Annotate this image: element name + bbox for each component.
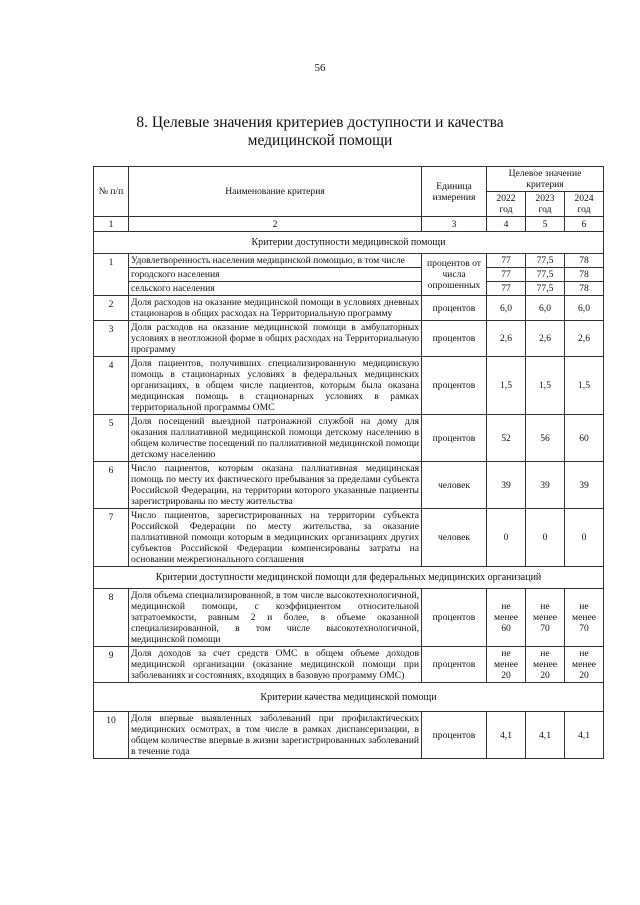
value-2023: не менее 20 (526, 647, 565, 683)
unit-cell: процентов (422, 296, 487, 321)
title-line-2: медицинской помощи (247, 132, 393, 149)
value-2024: не менее 70 (565, 589, 604, 647)
row-number: 2 (94, 296, 129, 321)
table-row (94, 282, 604, 296)
value-2022: 6,0 (487, 296, 526, 321)
header-row (94, 167, 604, 192)
header-year-2024: 2024 год (565, 192, 604, 217)
table-row (94, 589, 604, 647)
value-2023: 6,0 (526, 296, 565, 321)
criterion-name: Доля посещений выездной патронажной службой на дому для оказания паллиативной медицинской помощи детскому населению в общем количестве посещений по паллиативной медицинской помощи детскому населению (129, 415, 422, 462)
table-row (94, 509, 604, 567)
unit-cell: процентов (422, 712, 487, 759)
value-2022: 52 (487, 415, 526, 462)
value-2023: 56 (526, 415, 565, 462)
row-number: 8 (94, 589, 129, 647)
criterion-name: Доля объема специализированной, в том числе высокотехнологичной, медицинской помощи, с коэффициентом относительной затратоемкости, равным 2 и более, в объеме оказанной специализированной, в том числе высокотехнологичной, медицинской помощи (129, 589, 422, 647)
header-name: Наименование критерия (129, 167, 422, 217)
value-2022: не менее 20 (487, 647, 526, 683)
criterion-name: городского населения (129, 268, 422, 282)
header-num: № п/п (94, 167, 129, 217)
col-index: 1 (94, 217, 129, 232)
table-row (94, 462, 604, 509)
criterion-name: сельского населения (129, 282, 422, 296)
header-year-2022: 2022 год (487, 192, 526, 217)
col-index: 3 (422, 217, 487, 232)
value-2022: 77 (487, 268, 526, 282)
value-2023: 4,1 (526, 712, 565, 759)
row-number: 6 (94, 462, 129, 509)
table-row (94, 415, 604, 462)
value-2022: 39 (487, 462, 526, 509)
value-2023: 1,5 (526, 357, 565, 415)
col-index: 4 (487, 217, 526, 232)
value-2023: 77,5 (526, 254, 565, 268)
header-year-2023: 2023 год (526, 192, 565, 217)
table-row (94, 296, 604, 321)
criterion-name: Доля впервые выявленных заболеваний при профилактических медицинских осмотрах, в том числе в рамках диспансеризации, в общем количестве впервые в жизни зарегистрированных заболеваний в течение года (129, 712, 422, 759)
table-row (94, 321, 604, 357)
row-number: 5 (94, 415, 129, 462)
value-2024: не менее 20 (565, 647, 604, 683)
value-2022: 4,1 (487, 712, 526, 759)
criterion-name: Доля пациентов, получивших специализированную медицинскую помощь в стационарных условиях в федеральных медицинских организациях, в общем числе пациентов, которым была оказана медицинская помощь в стационарных условиях в рамках территориальной программы ОМС (129, 357, 422, 415)
value-2023: не менее 70 (526, 589, 565, 647)
value-2024: 2,6 (565, 321, 604, 357)
row-number: 10 (94, 712, 129, 759)
value-2023: 77,5 (526, 268, 565, 282)
section-row (94, 567, 604, 589)
value-2024: 6,0 (565, 296, 604, 321)
col-index: 5 (526, 217, 565, 232)
section-row (94, 683, 604, 712)
table-row (94, 268, 604, 282)
unit-cell: процентов от числа опрошенных (422, 254, 487, 296)
value-2024: 1,5 (565, 357, 604, 415)
row-number: 9 (94, 647, 129, 683)
column-index-row (94, 217, 604, 232)
value-2024: 39 (565, 462, 604, 509)
table-row (94, 647, 604, 683)
table-row (94, 254, 604, 268)
value-2023: 2,6 (526, 321, 565, 357)
section-heading-3: Критерии качества медицинской помощи (94, 683, 604, 712)
unit-cell: процентов (422, 647, 487, 683)
value-2024: 78 (565, 254, 604, 268)
page-number: 56 (314, 62, 326, 74)
section-heading-1: Критерии доступности медицинской помощи (94, 232, 604, 254)
unit-cell: процентов (422, 357, 487, 415)
value-2024: 60 (565, 415, 604, 462)
criterion-name: Число пациентов, которым оказана паллиативная медицинская помощь по месту их фактического пребывания за пределами субъекта Российской Федерации, на территории которого указанные пациенты зарегистрированы по месту жительства (129, 462, 422, 509)
section-heading-2: Критерии доступности медицинской помощи для федеральных медицинских организаций (94, 567, 604, 589)
unit-cell: человек (422, 462, 487, 509)
col-index: 2 (129, 217, 422, 232)
criterion-name: Доля доходов за счет средств ОМС в общем объеме доходов медицинской организации (оказание медицинской помощи при заболеваниях и состояниях, входящих в базовую программу ОМС) (129, 647, 422, 683)
table-row (94, 712, 604, 759)
unit-cell: процентов (422, 321, 487, 357)
page-title (0, 114, 640, 150)
value-2024: 78 (565, 282, 604, 296)
row-number: 7 (94, 509, 129, 567)
row-number: 4 (94, 357, 129, 415)
section-row (94, 232, 604, 254)
unit-cell: процентов (422, 415, 487, 462)
value-2024: 78 (565, 268, 604, 282)
value-2023: 0 (526, 509, 565, 567)
header-unit: Единица измерения (422, 167, 487, 217)
criterion-name: Доля расходов на оказание медицинской помощи в амбулаторных условиях в неотложной форме в общих расходах на Территориальную программу (129, 321, 422, 357)
header-target: Целевое значение критерия (487, 167, 604, 192)
value-2022: 77 (487, 282, 526, 296)
value-2022: 77 (487, 254, 526, 268)
criterion-name: Удовлетворенность населения медицинской помощью, в том числе (129, 254, 422, 268)
value-2022: 2,6 (487, 321, 526, 357)
title-line-1: 8. Целевые значения критериев доступности и качества (136, 114, 504, 131)
col-index: 6 (565, 217, 604, 232)
criterion-name: Доля расходов на оказание медицинской помощи в условиях дневных стационаров в общих расходах на Территориальную программу (129, 296, 422, 321)
value-2024: 0 (565, 509, 604, 567)
unit-cell: процентов (422, 589, 487, 647)
value-2022: не менее 60 (487, 589, 526, 647)
value-2024: 4,1 (565, 712, 604, 759)
value-2022: 0 (487, 509, 526, 567)
criteria-table (93, 166, 604, 759)
row-number: 3 (94, 321, 129, 357)
table-row (94, 357, 604, 415)
row-number: 1 (94, 254, 129, 296)
value-2022: 1,5 (487, 357, 526, 415)
unit-cell: человек (422, 509, 487, 567)
value-2023: 39 (526, 462, 565, 509)
criterion-name: Число пациентов, зарегистрированных на территории субъекта Российской Федерации по месту жительства, за оказание паллиативной помощи которым в медицинских организациях других субъектов Российской Федерации компенсированы затраты на основании межрегионального соглашения (129, 509, 422, 567)
value-2023: 77,5 (526, 282, 565, 296)
